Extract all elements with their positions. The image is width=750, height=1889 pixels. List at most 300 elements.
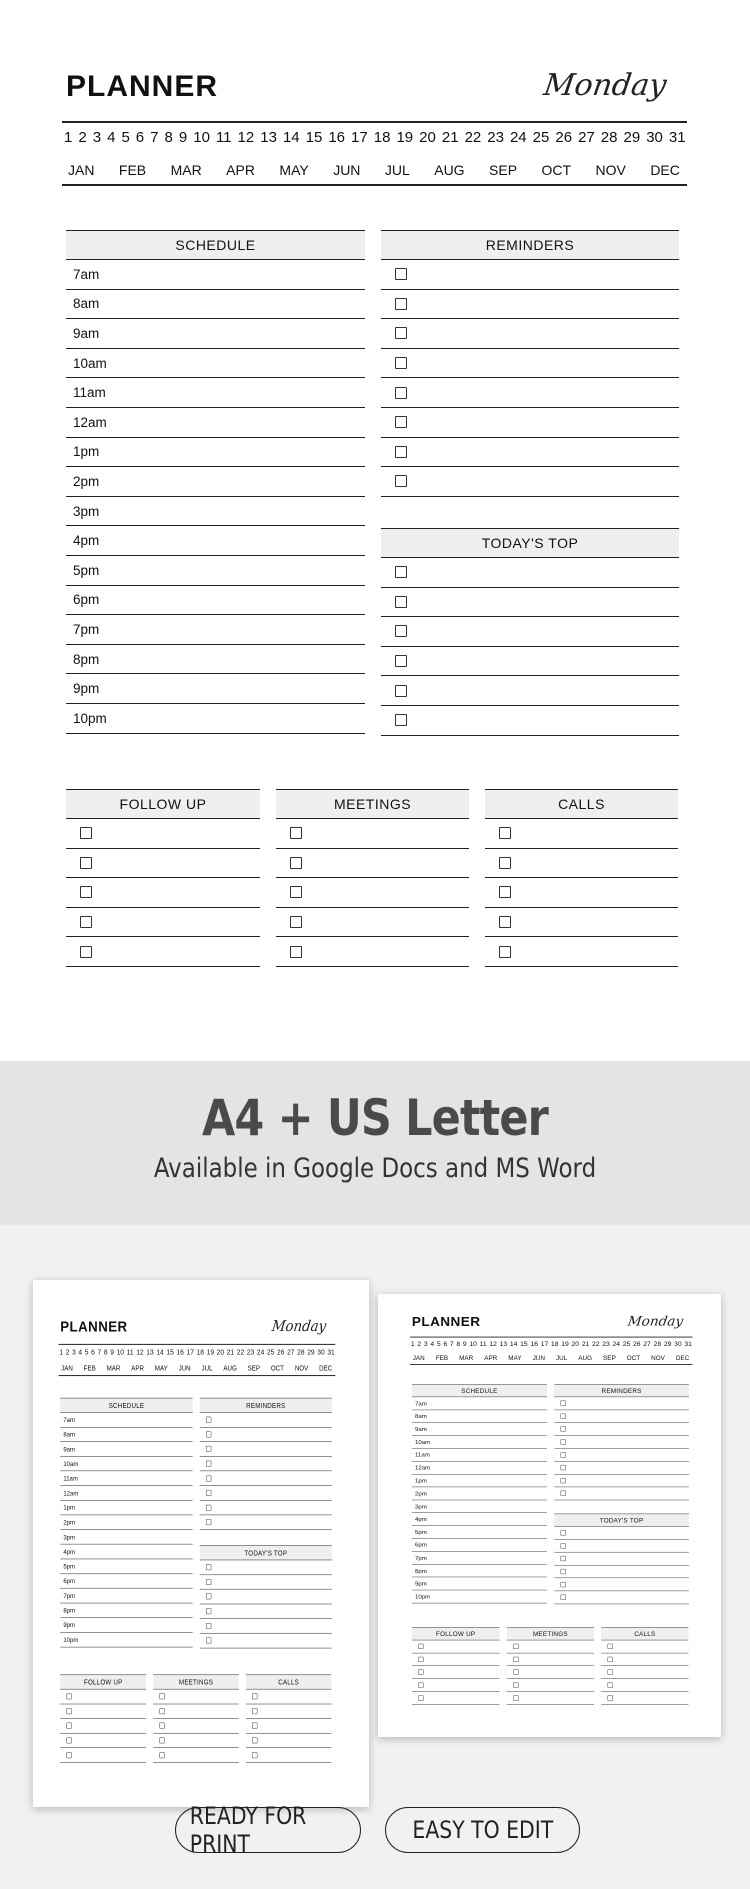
day-number[interactable]: 5	[121, 129, 130, 146]
day-number[interactable]: 13	[260, 129, 277, 146]
checkbox[interactable]	[513, 1695, 518, 1700]
meetings-row[interactable]	[153, 1704, 238, 1719]
reminders-row[interactable]	[200, 1486, 332, 1501]
reminders-row[interactable]	[554, 1461, 689, 1474]
day-number[interactable]: 28	[653, 1340, 662, 1348]
checkbox[interactable]	[395, 298, 407, 310]
day-number[interactable]: 8	[164, 129, 173, 146]
calls-row[interactable]	[246, 1748, 331, 1763]
calls-row[interactable]	[601, 1653, 688, 1666]
checkbox[interactable]	[513, 1670, 518, 1675]
day-number[interactable]: 25	[622, 1340, 631, 1348]
todays-top-row[interactable]	[554, 1578, 689, 1591]
checkbox[interactable]	[395, 416, 407, 428]
day-number[interactable]: 27	[287, 1347, 295, 1357]
ready-for-print-button[interactable]	[175, 1802, 361, 1858]
checkbox[interactable]	[206, 1417, 211, 1423]
day-number[interactable]: 8	[103, 1347, 108, 1357]
month-name[interactable]: MAY	[508, 1354, 522, 1362]
day-number[interactable]: 28	[297, 1347, 305, 1357]
reminders-row[interactable]	[554, 1436, 689, 1449]
calls-row[interactable]	[246, 1733, 331, 1748]
month-name[interactable]: APR	[131, 1364, 144, 1373]
reminders-row[interactable]	[381, 319, 679, 349]
follow-up-row[interactable]	[66, 819, 260, 849]
month-name[interactable]: FEB	[118, 162, 147, 178]
meetings-row[interactable]	[153, 1719, 238, 1734]
day-number[interactable]: 12	[237, 129, 255, 146]
checkbox[interactable]	[608, 1695, 613, 1700]
checkbox[interactable]	[561, 1452, 566, 1457]
day-number[interactable]: 25	[266, 1347, 275, 1357]
month-name[interactable]: APR	[226, 162, 255, 178]
month-name[interactable]: AUG	[578, 1354, 592, 1362]
reminders-row[interactable]	[381, 349, 679, 379]
month-name[interactable]: AUG	[223, 1364, 237, 1373]
checkbox[interactable]	[418, 1682, 423, 1687]
day-number[interactable]: 15	[520, 1340, 528, 1348]
checkbox[interactable]	[206, 1623, 211, 1629]
day-number[interactable]: 22	[236, 1347, 245, 1357]
day-number[interactable]: 27	[643, 1340, 651, 1348]
day-number[interactable]: 26	[555, 129, 573, 146]
month-name[interactable]: JAN	[412, 1354, 425, 1362]
checkbox[interactable]	[499, 857, 511, 869]
reminders-row[interactable]	[200, 1471, 332, 1486]
checkbox[interactable]	[159, 1737, 164, 1743]
reminders-row[interactable]	[200, 1413, 332, 1428]
month-name[interactable]: OCT	[541, 162, 572, 178]
calls-row[interactable]	[485, 908, 678, 938]
checkbox[interactable]	[395, 625, 407, 637]
todays-top-row[interactable]	[381, 706, 679, 736]
checkbox[interactable]	[290, 827, 302, 839]
month-name[interactable]: SEP	[603, 1354, 616, 1362]
todays-top-row[interactable]	[381, 558, 679, 588]
todays-top-row[interactable]	[200, 1575, 332, 1590]
day-number[interactable]: 16	[328, 129, 346, 146]
day-number[interactable]: 6	[135, 129, 145, 146]
day-number[interactable]: 25	[532, 129, 550, 146]
checkbox[interactable]	[206, 1505, 211, 1511]
checkbox[interactable]	[206, 1461, 211, 1467]
day-number[interactable]: 2	[417, 1340, 422, 1348]
checkbox[interactable]	[206, 1608, 211, 1614]
follow-up-row[interactable]	[66, 878, 260, 908]
todays-top-row[interactable]	[381, 676, 679, 706]
follow-up-row[interactable]	[60, 1689, 146, 1704]
meetings-row[interactable]	[276, 878, 469, 908]
month-name[interactable]: SEP	[489, 162, 518, 178]
checkbox[interactable]	[561, 1465, 566, 1470]
checkbox[interactable]	[561, 1401, 566, 1406]
day-number[interactable]: 21	[581, 1340, 590, 1348]
follow-up-row[interactable]	[60, 1704, 146, 1719]
day-number[interactable]: 19	[206, 1347, 215, 1357]
day-number[interactable]: 14	[509, 1340, 518, 1348]
day-number[interactable]: 21	[226, 1347, 235, 1357]
calls-row[interactable]	[485, 878, 678, 908]
day-number[interactable]: 6	[443, 1340, 448, 1348]
month-name[interactable]: JUN	[532, 1354, 545, 1362]
todays-top-row[interactable]	[200, 1560, 332, 1575]
checkbox[interactable]	[290, 916, 302, 928]
day-number[interactable]: 9	[462, 1340, 467, 1348]
calls-row[interactable]	[601, 1692, 688, 1705]
reminders-row[interactable]	[381, 260, 679, 290]
calls-row[interactable]	[601, 1679, 688, 1692]
day-number[interactable]: 16	[530, 1340, 538, 1348]
month-name[interactable]: NOV	[651, 1354, 665, 1362]
checkbox[interactable]	[513, 1657, 518, 1662]
day-number[interactable]: 17	[540, 1340, 549, 1348]
meetings-row[interactable]	[153, 1748, 238, 1763]
checkbox[interactable]	[66, 1737, 71, 1743]
day-number[interactable]: 14	[156, 1347, 164, 1357]
reminders-row[interactable]	[381, 408, 679, 438]
checkbox[interactable]	[290, 946, 302, 958]
day-number[interactable]: 9	[178, 129, 188, 146]
day-number[interactable]: 2	[78, 129, 87, 146]
day-number[interactable]: 31	[684, 1340, 692, 1348]
reminders-row[interactable]	[381, 438, 679, 468]
checkbox[interactable]	[66, 1708, 71, 1714]
day-number[interactable]: 17	[351, 129, 368, 146]
month-name[interactable]: SEP	[247, 1364, 261, 1373]
calls-row[interactable]	[246, 1704, 331, 1719]
day-number[interactable]: 10	[116, 1347, 124, 1357]
month-name[interactable]: DEC	[319, 1364, 333, 1373]
day-number[interactable]: 6	[91, 1347, 95, 1357]
reminders-row[interactable]	[381, 378, 679, 408]
checkbox[interactable]	[499, 916, 511, 928]
checkbox[interactable]	[561, 1414, 566, 1419]
checkbox[interactable]	[395, 475, 407, 487]
checkbox[interactable]	[252, 1737, 257, 1743]
todays-top-row[interactable]	[554, 1527, 689, 1540]
meetings-row[interactable]	[276, 849, 469, 879]
day-number[interactable]: 16	[176, 1347, 184, 1357]
day-number[interactable]: 23	[246, 1347, 255, 1357]
month-name[interactable]: FEB	[435, 1354, 449, 1362]
day-number[interactable]: 4	[107, 129, 116, 146]
checkbox[interactable]	[159, 1752, 164, 1758]
day-number[interactable]: 22	[591, 1340, 600, 1348]
checkbox[interactable]	[608, 1657, 613, 1662]
calls-row[interactable]	[601, 1640, 688, 1653]
calls-row[interactable]	[485, 819, 678, 849]
checkbox[interactable]	[252, 1694, 257, 1700]
checkbox[interactable]	[66, 1694, 71, 1700]
checkbox[interactable]	[561, 1582, 566, 1587]
checkbox[interactable]	[608, 1682, 613, 1687]
month-name[interactable]: JUL	[555, 1354, 568, 1362]
month-name[interactable]: FEB	[83, 1364, 96, 1373]
reminders-row[interactable]	[200, 1457, 332, 1472]
checkbox[interactable]	[252, 1708, 257, 1714]
checkbox[interactable]	[608, 1644, 613, 1649]
checkbox[interactable]	[608, 1670, 613, 1675]
follow-up-row[interactable]	[412, 1679, 500, 1692]
day-number[interactable]: 11	[215, 129, 232, 146]
meetings-row[interactable]	[153, 1733, 238, 1748]
meetings-row[interactable]	[276, 908, 469, 938]
checkbox[interactable]	[395, 714, 407, 726]
meetings-row[interactable]	[507, 1666, 594, 1679]
reminders-row[interactable]	[554, 1397, 689, 1410]
month-name[interactable]: JAN	[68, 162, 95, 178]
day-number[interactable]: 7	[97, 1347, 102, 1357]
day-number[interactable]: 23	[487, 129, 504, 146]
meetings-row[interactable]	[276, 937, 469, 967]
month-name[interactable]: MAR	[106, 1364, 121, 1373]
follow-up-row[interactable]	[60, 1733, 146, 1748]
todays-top-row[interactable]	[200, 1619, 332, 1634]
day-number[interactable]: 30	[317, 1347, 325, 1357]
day-number[interactable]: 18	[196, 1347, 204, 1357]
checkbox[interactable]	[561, 1530, 566, 1535]
day-number[interactable]: 24	[256, 1347, 265, 1357]
month-name[interactable]: DEC	[650, 162, 680, 178]
checkbox[interactable]	[561, 1478, 566, 1483]
checkbox[interactable]	[206, 1431, 211, 1437]
month-name[interactable]: MAR	[170, 162, 202, 178]
day-number[interactable]: 3	[92, 129, 102, 146]
checkbox[interactable]	[499, 886, 511, 898]
easy-to-edit-button[interactable]	[385, 1807, 580, 1853]
follow-up-row[interactable]	[66, 937, 260, 967]
month-name[interactable]: DEC	[675, 1354, 690, 1362]
checkbox[interactable]	[290, 857, 302, 869]
day-number[interactable]: 26	[633, 1340, 641, 1348]
checkbox[interactable]	[561, 1491, 566, 1496]
checkbox[interactable]	[499, 946, 511, 958]
checkbox[interactable]	[66, 1723, 71, 1729]
checkbox[interactable]	[395, 446, 407, 458]
checkbox[interactable]	[513, 1682, 518, 1687]
todays-top-row[interactable]	[200, 1590, 332, 1605]
checkbox[interactable]	[561, 1543, 566, 1548]
day-number[interactable]: 24	[509, 129, 527, 146]
follow-up-row[interactable]	[60, 1719, 146, 1734]
todays-top-row[interactable]	[381, 588, 679, 618]
checkbox[interactable]	[206, 1594, 211, 1600]
follow-up-row[interactable]	[412, 1640, 500, 1653]
checkbox[interactable]	[206, 1579, 211, 1585]
follow-up-row[interactable]	[412, 1666, 500, 1679]
checkbox[interactable]	[159, 1723, 164, 1729]
reminders-row[interactable]	[554, 1410, 689, 1423]
day-number[interactable]: 29	[307, 1347, 315, 1357]
todays-top-row[interactable]	[554, 1552, 689, 1565]
day-number[interactable]: 31	[668, 129, 686, 146]
day-number[interactable]: 19	[396, 129, 414, 146]
follow-up-row[interactable]	[66, 908, 260, 938]
checkbox[interactable]	[395, 566, 407, 578]
reminders-row[interactable]	[200, 1515, 332, 1530]
month-name[interactable]: OCT	[626, 1354, 641, 1362]
checkbox[interactable]	[206, 1475, 211, 1481]
checkbox[interactable]	[80, 857, 92, 869]
checkbox[interactable]	[513, 1644, 518, 1649]
day-number[interactable]: 3	[72, 1347, 76, 1357]
checkbox[interactable]	[159, 1708, 164, 1714]
day-number[interactable]: 1	[59, 1347, 64, 1357]
checkbox[interactable]	[252, 1752, 257, 1758]
checkbox[interactable]	[395, 596, 407, 608]
calls-row[interactable]	[246, 1689, 331, 1704]
checkbox[interactable]	[290, 886, 302, 898]
month-name[interactable]: MAY	[279, 162, 309, 178]
reminders-row[interactable]	[554, 1423, 689, 1436]
day-number[interactable]: 30	[674, 1340, 682, 1348]
todays-top-row[interactable]	[200, 1633, 332, 1648]
day-number[interactable]: 7	[449, 1340, 454, 1348]
checkbox[interactable]	[80, 827, 92, 839]
checkbox[interactable]	[206, 1564, 211, 1570]
todays-top-row[interactable]	[554, 1540, 689, 1553]
meetings-row[interactable]	[507, 1679, 594, 1692]
month-name[interactable]: JUN	[178, 1364, 191, 1373]
day-number[interactable]: 11	[126, 1347, 134, 1357]
todays-top-row[interactable]	[381, 647, 679, 677]
checkbox[interactable]	[66, 1752, 71, 1758]
todays-top-row[interactable]	[554, 1591, 689, 1604]
follow-up-row[interactable]	[412, 1692, 500, 1705]
day-number[interactable]: 4	[430, 1340, 435, 1348]
todays-top-row[interactable]	[554, 1565, 689, 1578]
day-number[interactable]: 8	[456, 1340, 461, 1348]
checkbox[interactable]	[80, 946, 92, 958]
month-name[interactable]: NOV	[595, 162, 626, 178]
day-number[interactable]: 27	[578, 129, 595, 146]
follow-up-row[interactable]	[60, 1748, 146, 1763]
day-number[interactable]: 22	[464, 129, 482, 146]
checkbox[interactable]	[395, 268, 407, 280]
reminders-row[interactable]	[200, 1501, 332, 1516]
month-name[interactable]: MAY	[154, 1364, 168, 1373]
day-number[interactable]: 18	[373, 129, 391, 146]
day-number[interactable]: 13	[146, 1347, 154, 1357]
meetings-row[interactable]	[507, 1692, 594, 1705]
day-number[interactable]: 10	[469, 1340, 477, 1348]
day-number[interactable]: 29	[663, 1340, 672, 1348]
checkbox[interactable]	[395, 327, 407, 339]
meetings-row[interactable]	[153, 1689, 238, 1704]
checkbox[interactable]	[418, 1670, 423, 1675]
day-number[interactable]: 12	[489, 1340, 497, 1348]
day-number[interactable]: 2	[65, 1347, 70, 1357]
day-number[interactable]: 18	[550, 1340, 559, 1348]
month-name[interactable]: OCT	[270, 1364, 284, 1373]
checkbox[interactable]	[499, 827, 511, 839]
day-number[interactable]: 1	[410, 1340, 415, 1348]
day-number[interactable]: 20	[419, 129, 436, 146]
checkbox[interactable]	[206, 1490, 211, 1496]
month-name[interactable]: APR	[484, 1354, 498, 1362]
checkbox[interactable]	[206, 1519, 211, 1525]
month-name[interactable]: JUL	[384, 162, 410, 178]
calls-row[interactable]	[485, 937, 678, 967]
calls-row[interactable]	[485, 849, 678, 879]
day-number[interactable]: 11	[479, 1340, 487, 1348]
checkbox[interactable]	[561, 1556, 566, 1561]
day-number[interactable]: 29	[623, 129, 641, 146]
checkbox[interactable]	[561, 1569, 566, 1574]
day-number[interactable]: 13	[499, 1340, 508, 1348]
reminders-row[interactable]	[200, 1442, 332, 1457]
day-number[interactable]: 19	[561, 1340, 569, 1348]
checkbox[interactable]	[80, 916, 92, 928]
reminders-row[interactable]	[554, 1474, 689, 1487]
todays-top-row[interactable]	[200, 1604, 332, 1619]
reminders-row[interactable]	[381, 467, 679, 497]
day-number[interactable]: 14	[282, 129, 300, 146]
checkbox[interactable]	[561, 1595, 566, 1600]
reminders-row[interactable]	[554, 1487, 689, 1500]
day-number[interactable]: 26	[277, 1347, 285, 1357]
day-number[interactable]: 30	[646, 129, 663, 146]
checkbox[interactable]	[159, 1694, 164, 1700]
reminders-row[interactable]	[554, 1449, 689, 1462]
checkbox[interactable]	[418, 1644, 423, 1649]
day-number[interactable]: 31	[327, 1347, 335, 1357]
day-number[interactable]: 12	[136, 1347, 144, 1357]
day-number[interactable]: 24	[612, 1340, 621, 1348]
checkbox[interactable]	[395, 387, 407, 399]
day-number[interactable]: 20	[216, 1347, 225, 1357]
checkbox[interactable]	[561, 1439, 566, 1444]
checkbox[interactable]	[418, 1695, 423, 1700]
day-number[interactable]: 15	[166, 1347, 174, 1357]
day-number[interactable]: 21	[441, 129, 459, 146]
calls-row[interactable]	[601, 1666, 688, 1679]
month-name[interactable]: JAN	[61, 1364, 73, 1373]
day-number[interactable]: 7	[150, 129, 159, 146]
month-name[interactable]: JUN	[333, 162, 361, 178]
day-number[interactable]: 1	[64, 129, 73, 146]
day-number[interactable]: 3	[423, 1340, 428, 1348]
follow-up-row[interactable]	[66, 849, 260, 879]
checkbox[interactable]	[561, 1426, 566, 1431]
month-name[interactable]: MAR	[459, 1354, 474, 1362]
checkbox[interactable]	[395, 685, 407, 697]
day-number[interactable]: 23	[602, 1340, 610, 1348]
month-name[interactable]: JUL	[201, 1364, 213, 1373]
reminders-row[interactable]	[200, 1427, 332, 1442]
meetings-row[interactable]	[276, 819, 469, 849]
month-name[interactable]: AUG	[434, 162, 465, 178]
day-number[interactable]: 17	[186, 1347, 194, 1357]
month-name[interactable]: NOV	[294, 1364, 309, 1373]
day-number[interactable]: 28	[600, 129, 618, 146]
checkbox[interactable]	[418, 1657, 423, 1662]
day-number[interactable]: 4	[78, 1347, 83, 1357]
checkbox[interactable]	[252, 1723, 257, 1729]
day-number[interactable]: 15	[305, 129, 323, 146]
checkbox[interactable]	[206, 1638, 211, 1644]
day-number[interactable]: 9	[110, 1347, 114, 1357]
day-number[interactable]: 5	[436, 1340, 441, 1348]
checkbox[interactable]	[395, 357, 407, 369]
calls-row[interactable]	[246, 1719, 331, 1734]
checkbox[interactable]	[206, 1446, 211, 1452]
day-number[interactable]: 10	[193, 129, 210, 146]
meetings-row[interactable]	[507, 1640, 594, 1653]
day-number[interactable]: 5	[84, 1347, 89, 1357]
reminders-row[interactable]	[381, 290, 679, 320]
checkbox[interactable]	[395, 655, 407, 667]
